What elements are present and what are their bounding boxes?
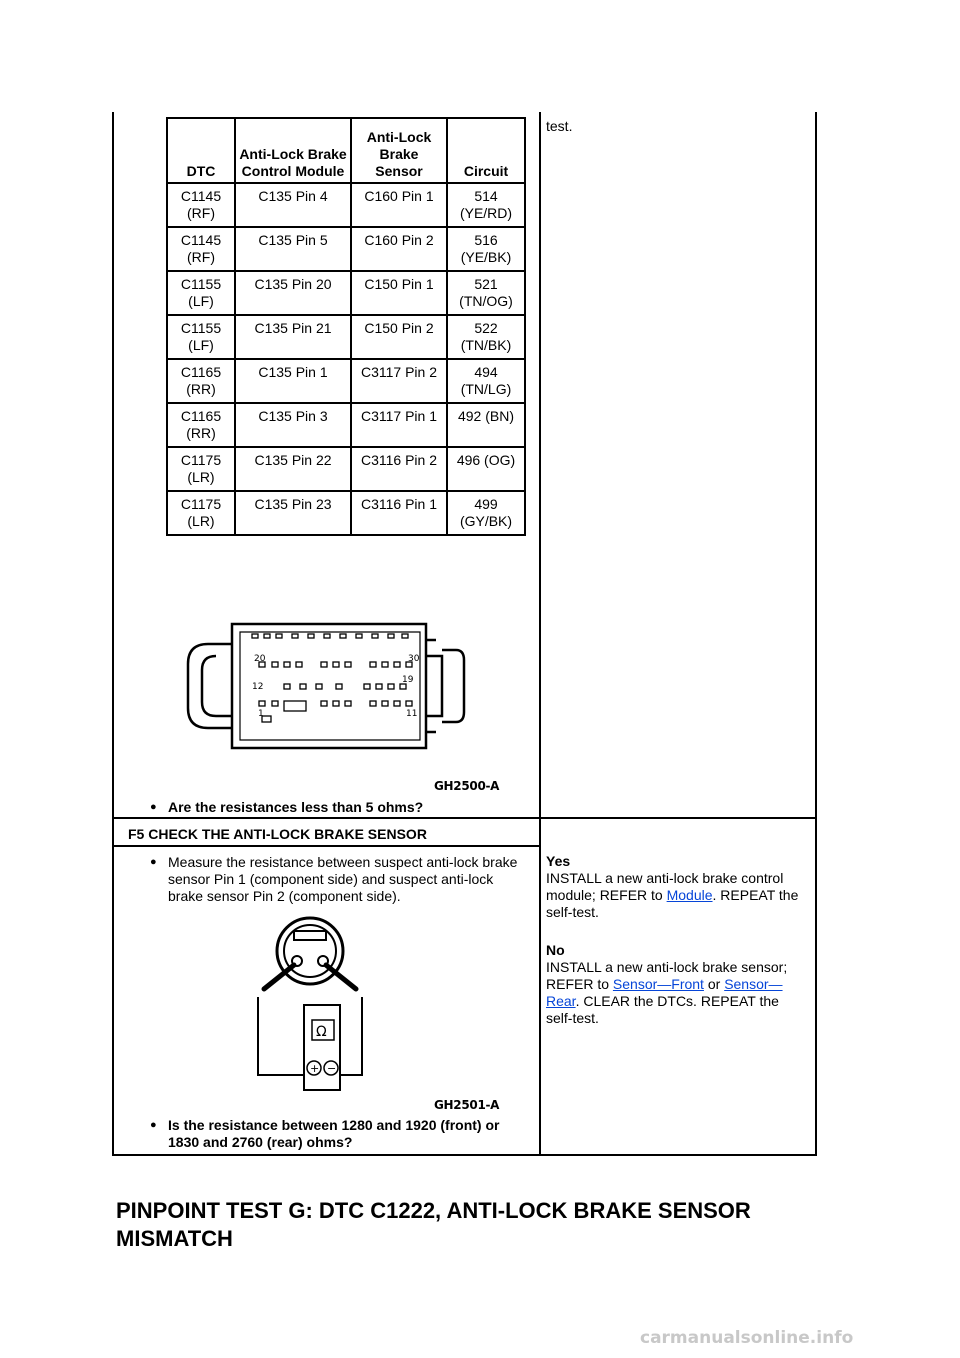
cell-dtc: C1155 (LF) <box>167 315 235 359</box>
pin-label-20: 20 <box>254 654 266 664</box>
step-instruction: ● Measure the resistance between suspect anti-lock brake sensor Pin 1 (component side) and suspect anti-lock brake sensor Pin 2 (component side). <box>150 854 518 904</box>
cell-dtc: C1145 (RF) <box>167 183 235 227</box>
pin-label-12: 12 <box>252 682 264 692</box>
cell-dtc: C1165 (RR) <box>167 359 235 403</box>
cell-module: C135 Pin 4 <box>235 183 351 227</box>
cell-circuit: 514 (YE/RD) <box>447 183 525 227</box>
cell-circuit: 521 (TN/OG) <box>447 271 525 315</box>
header-sensor: Anti-Lock Brake Sensor <box>351 118 447 183</box>
figure-caption-sensor: GH2501-A <box>434 1098 500 1112</box>
cell-circuit: 496 (OG) <box>447 447 525 491</box>
bullet-icon: ● <box>150 856 157 868</box>
cell-circuit: 492 (BN) <box>447 403 525 447</box>
answer-no: No INSTALL a new anti-lock brake sensor; REFER to Sensor—Front or Sensor—Rear. CLEAR the DTCs. REPEAT the self-test. <box>546 942 808 1027</box>
intro-continuation: test. <box>546 118 573 134</box>
table-row <box>167 271 525 315</box>
cell-module: C135 Pin 22 <box>235 447 351 491</box>
table-row <box>167 447 525 491</box>
cell-sensor: C3116 Pin 2 <box>351 447 447 491</box>
cell-circuit: 499 (GY/BK) <box>447 491 525 535</box>
table-header-row <box>167 118 525 183</box>
cell-dtc: C1145 (RF) <box>167 227 235 271</box>
cell-module: C135 Pin 5 <box>235 227 351 271</box>
sensor-front-link[interactable]: Sensor—Front <box>612 976 704 992</box>
cell-dtc: C1165 (RR) <box>167 403 235 447</box>
step-title: F5 CHECK THE ANTI-LOCK BRAKE SENSOR <box>128 826 427 842</box>
plus-terminal: + <box>310 1062 320 1075</box>
cell-dtc: C1155 (LF) <box>167 271 235 315</box>
table-row <box>167 403 525 447</box>
cell-module: C135 Pin 3 <box>235 403 351 447</box>
table-row <box>167 315 525 359</box>
pin-label-1: 1 <box>258 709 264 719</box>
cell-dtc: C1175 (LR) <box>167 491 235 535</box>
cell-dtc: C1175 (LR) <box>167 447 235 491</box>
cell-module: C135 Pin 21 <box>235 315 351 359</box>
section-heading: PINPOINT TEST G: DTC C1222, ANTI-LOCK BRAKE SENSOR MISMATCH <box>116 1198 751 1251</box>
cell-sensor: C160 Pin 2 <box>351 227 447 271</box>
table-row <box>167 183 525 227</box>
cell-sensor: C150 Pin 2 <box>351 315 447 359</box>
row-divider <box>112 817 817 819</box>
cell-sensor: C160 Pin 1 <box>351 183 447 227</box>
header-dtc: DTC <box>167 118 235 183</box>
cell-sensor: C3117 Pin 2 <box>351 359 447 403</box>
question-f5: ● Is the resistance between 1280 and 1920 (front) or 1830 and 2760 (rear) ohms? <box>150 1117 500 1150</box>
header-circuit: Circuit <box>447 118 525 183</box>
step-divider <box>112 845 540 847</box>
pin-label-30: 30 <box>408 654 420 664</box>
cell-sensor: C3116 Pin 1 <box>351 491 447 535</box>
no-label: No <box>546 942 565 958</box>
frame-right-line <box>815 112 817 1156</box>
cell-circuit: 522 (TN/BK) <box>447 315 525 359</box>
watermark: carmanualsonline.info <box>640 1328 854 1348</box>
pin-label-11: 11 <box>406 709 418 719</box>
cell-circuit: 494 (TN/LG) <box>447 359 525 403</box>
cell-module: C135 Pin 20 <box>235 271 351 315</box>
frame-left-line <box>112 112 114 1156</box>
sensor-rear-link[interactable]: Sensor—Rear <box>546 976 783 1009</box>
minus-terminal: − <box>327 1062 337 1075</box>
bullet-icon: ● <box>150 801 157 813</box>
table-row <box>167 491 525 535</box>
module-link[interactable]: Module <box>666 887 713 903</box>
frame-bottom-line <box>112 1154 817 1156</box>
table-row <box>167 359 525 403</box>
bullet-icon: ● <box>150 1119 157 1131</box>
cell-module: C135 Pin 23 <box>235 491 351 535</box>
connector-diagram <box>180 616 480 756</box>
pin-label-19: 19 <box>402 675 414 685</box>
cell-module: C135 Pin 1 <box>235 359 351 403</box>
figure-caption-connector: GH2500-A <box>434 779 500 793</box>
cell-circuit: 516 (YE/BK) <box>447 227 525 271</box>
cell-sensor: C3117 Pin 1 <box>351 403 447 447</box>
sensor-meter-diagram <box>250 915 370 1095</box>
ohm-icon: Ω <box>316 1024 327 1040</box>
frame-middle-line <box>539 112 541 1156</box>
table-row <box>167 227 525 271</box>
dtc-table <box>166 117 526 536</box>
yes-label: Yes <box>546 853 571 869</box>
cell-sensor: C150 Pin 1 <box>351 271 447 315</box>
answer-yes: Yes INSTALL a new anti-lock brake control module; REFER to Module. REPEAT the self-test. <box>546 853 808 921</box>
header-module: Anti-Lock Brake Control Module <box>235 118 351 183</box>
